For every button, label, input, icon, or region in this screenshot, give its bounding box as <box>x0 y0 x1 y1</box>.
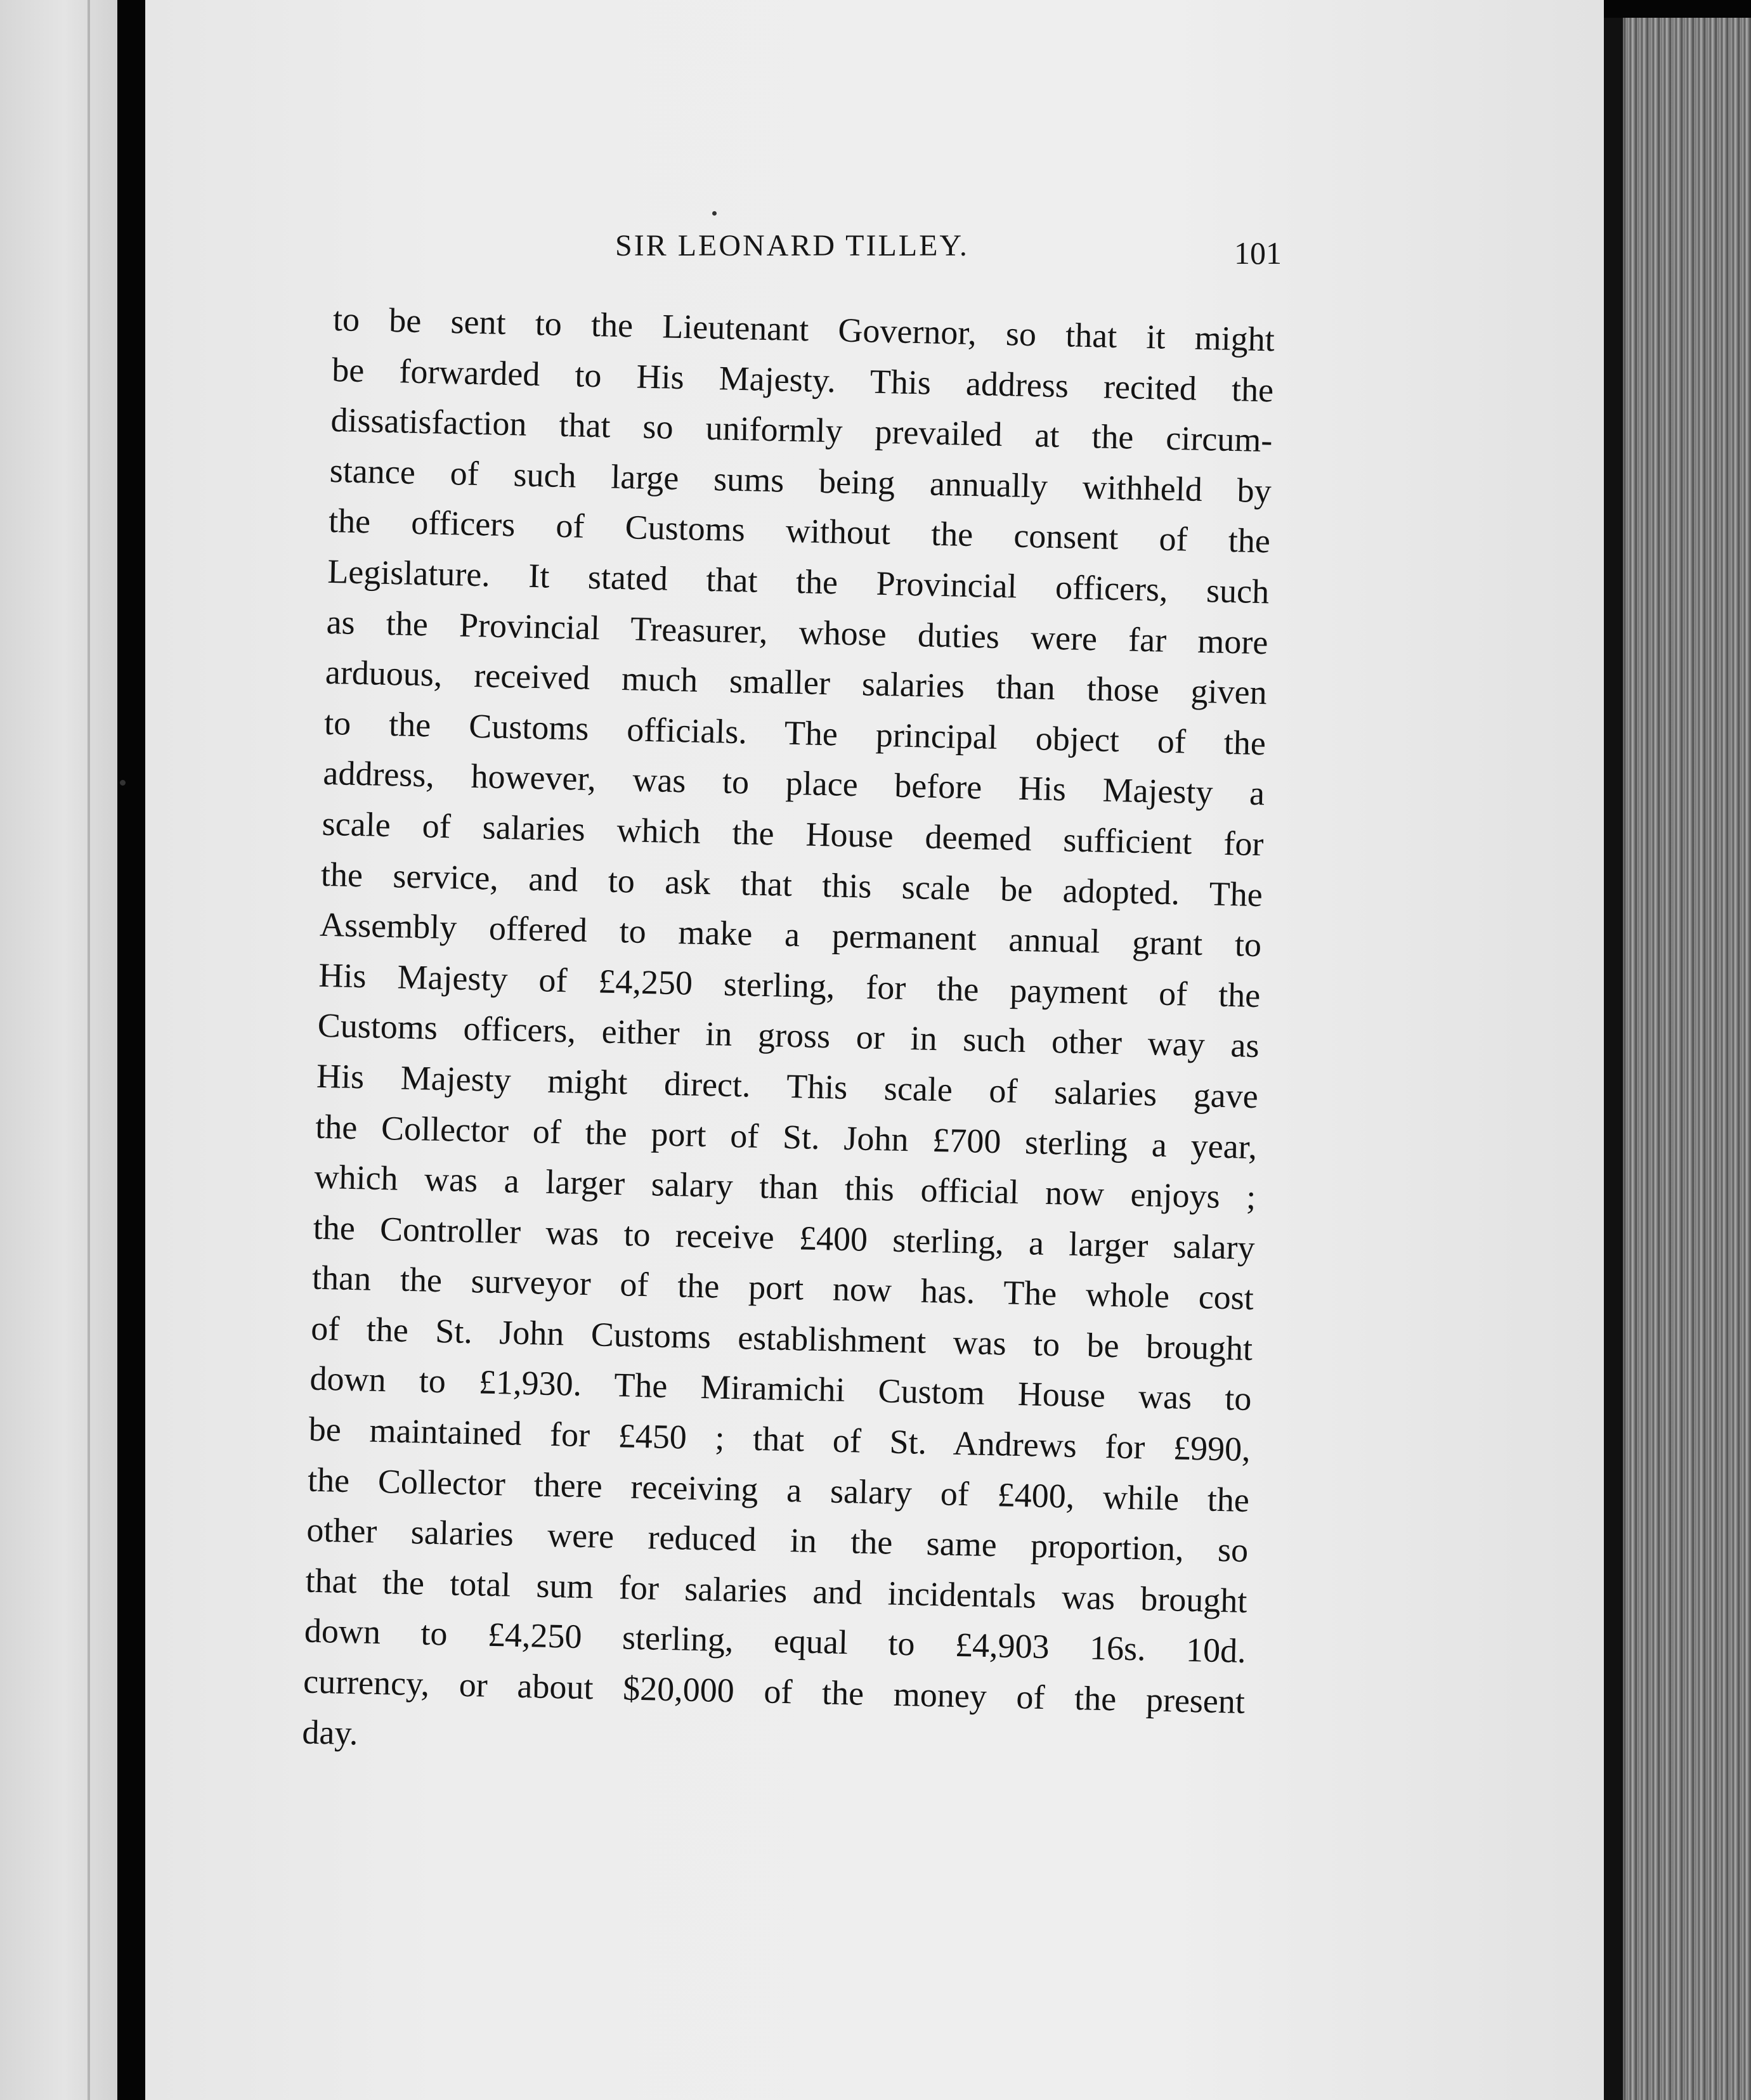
page-number: 101 <box>1234 235 1282 271</box>
text-line: address, however, was to place before His Majesty a <box>322 754 1265 813</box>
text-line: down to £4,250 sterling, equal to £4,903 16s. 10d. <box>304 1611 1247 1671</box>
text-line: the Collector there receiving a salary of £400, while the <box>307 1460 1250 1519</box>
text-line: which was a larger salary than this official now enjoys ; <box>313 1157 1256 1217</box>
fore-edge-top-shadow <box>1604 0 1751 18</box>
text-line: day. <box>301 1713 359 1752</box>
text-line: His Majesty might direct. This scale of salaries gave <box>316 1056 1259 1116</box>
fore-edge-pages <box>1604 0 1751 2100</box>
text-line: other salaries were reduced in the same proportion, so <box>306 1510 1249 1570</box>
text-line: than the surveyor of the port now has. The whole cost <box>311 1258 1254 1318</box>
text-line: to be sent to the Lieutenant Governor, so that it might <box>332 299 1275 359</box>
facing-page-edge <box>0 0 117 2100</box>
text-line: the Collector of the port of St. John £700 sterling a year, <box>315 1107 1258 1166</box>
text-line: that the total sum for salaries and incidentals was brought <box>305 1561 1248 1620</box>
text-line: to the Customs officials. The principal object of the <box>323 703 1266 762</box>
running-head: SIR LEONARD TILLEY. <box>615 229 969 262</box>
body-paragraph <box>302 294 1275 1778</box>
fore-edge-shadow <box>1604 0 1623 2100</box>
facing-page-shadow <box>88 0 90 2100</box>
speck <box>120 780 126 786</box>
text-line: be forwarded to His Majesty. This address recited the <box>331 350 1274 409</box>
text-line: of the St. John Customs establishment was to be brought <box>310 1309 1253 1368</box>
text-line: Legislature. It stated that the Provincial officers, such <box>327 552 1270 611</box>
text-line: scale of salaries which the House deemed sufficient for <box>322 804 1265 864</box>
text-line: stance of such large sums being annually withheld by <box>329 451 1272 510</box>
text-line: Assembly offered to make a permanent annual grant to <box>319 905 1262 964</box>
text-line: the service, and to ask that this scale be adopted. The <box>320 855 1263 914</box>
text-line: the officers of Customs without the consent of the <box>328 502 1271 561</box>
text-line: down to £1,930. The Miramichi Custom House was to <box>309 1359 1252 1418</box>
text-line: currency, or about $20,000 of the money of the present <box>303 1662 1246 1721</box>
book-gutter <box>117 0 145 2100</box>
text-line: His Majesty of £4,250 sterling, for the payment of the <box>318 956 1261 1014</box>
speck <box>712 211 717 216</box>
text-line: be maintained for £450 ; that of St. Andrews for £990, <box>308 1410 1251 1469</box>
text-line: the Controller was to receive £400 sterling, a larger salary <box>313 1208 1256 1267</box>
text-line: Customs officers, either in gross or in such other way as <box>317 1006 1260 1065</box>
text-line: dissatisfaction that so uniformly prevailed at the circum- <box>330 401 1273 460</box>
text-line: arduous, received much smaller salaries than those given <box>325 653 1268 712</box>
text-line: as the Provincial Treasurer, whose duties were far more <box>326 602 1269 661</box>
